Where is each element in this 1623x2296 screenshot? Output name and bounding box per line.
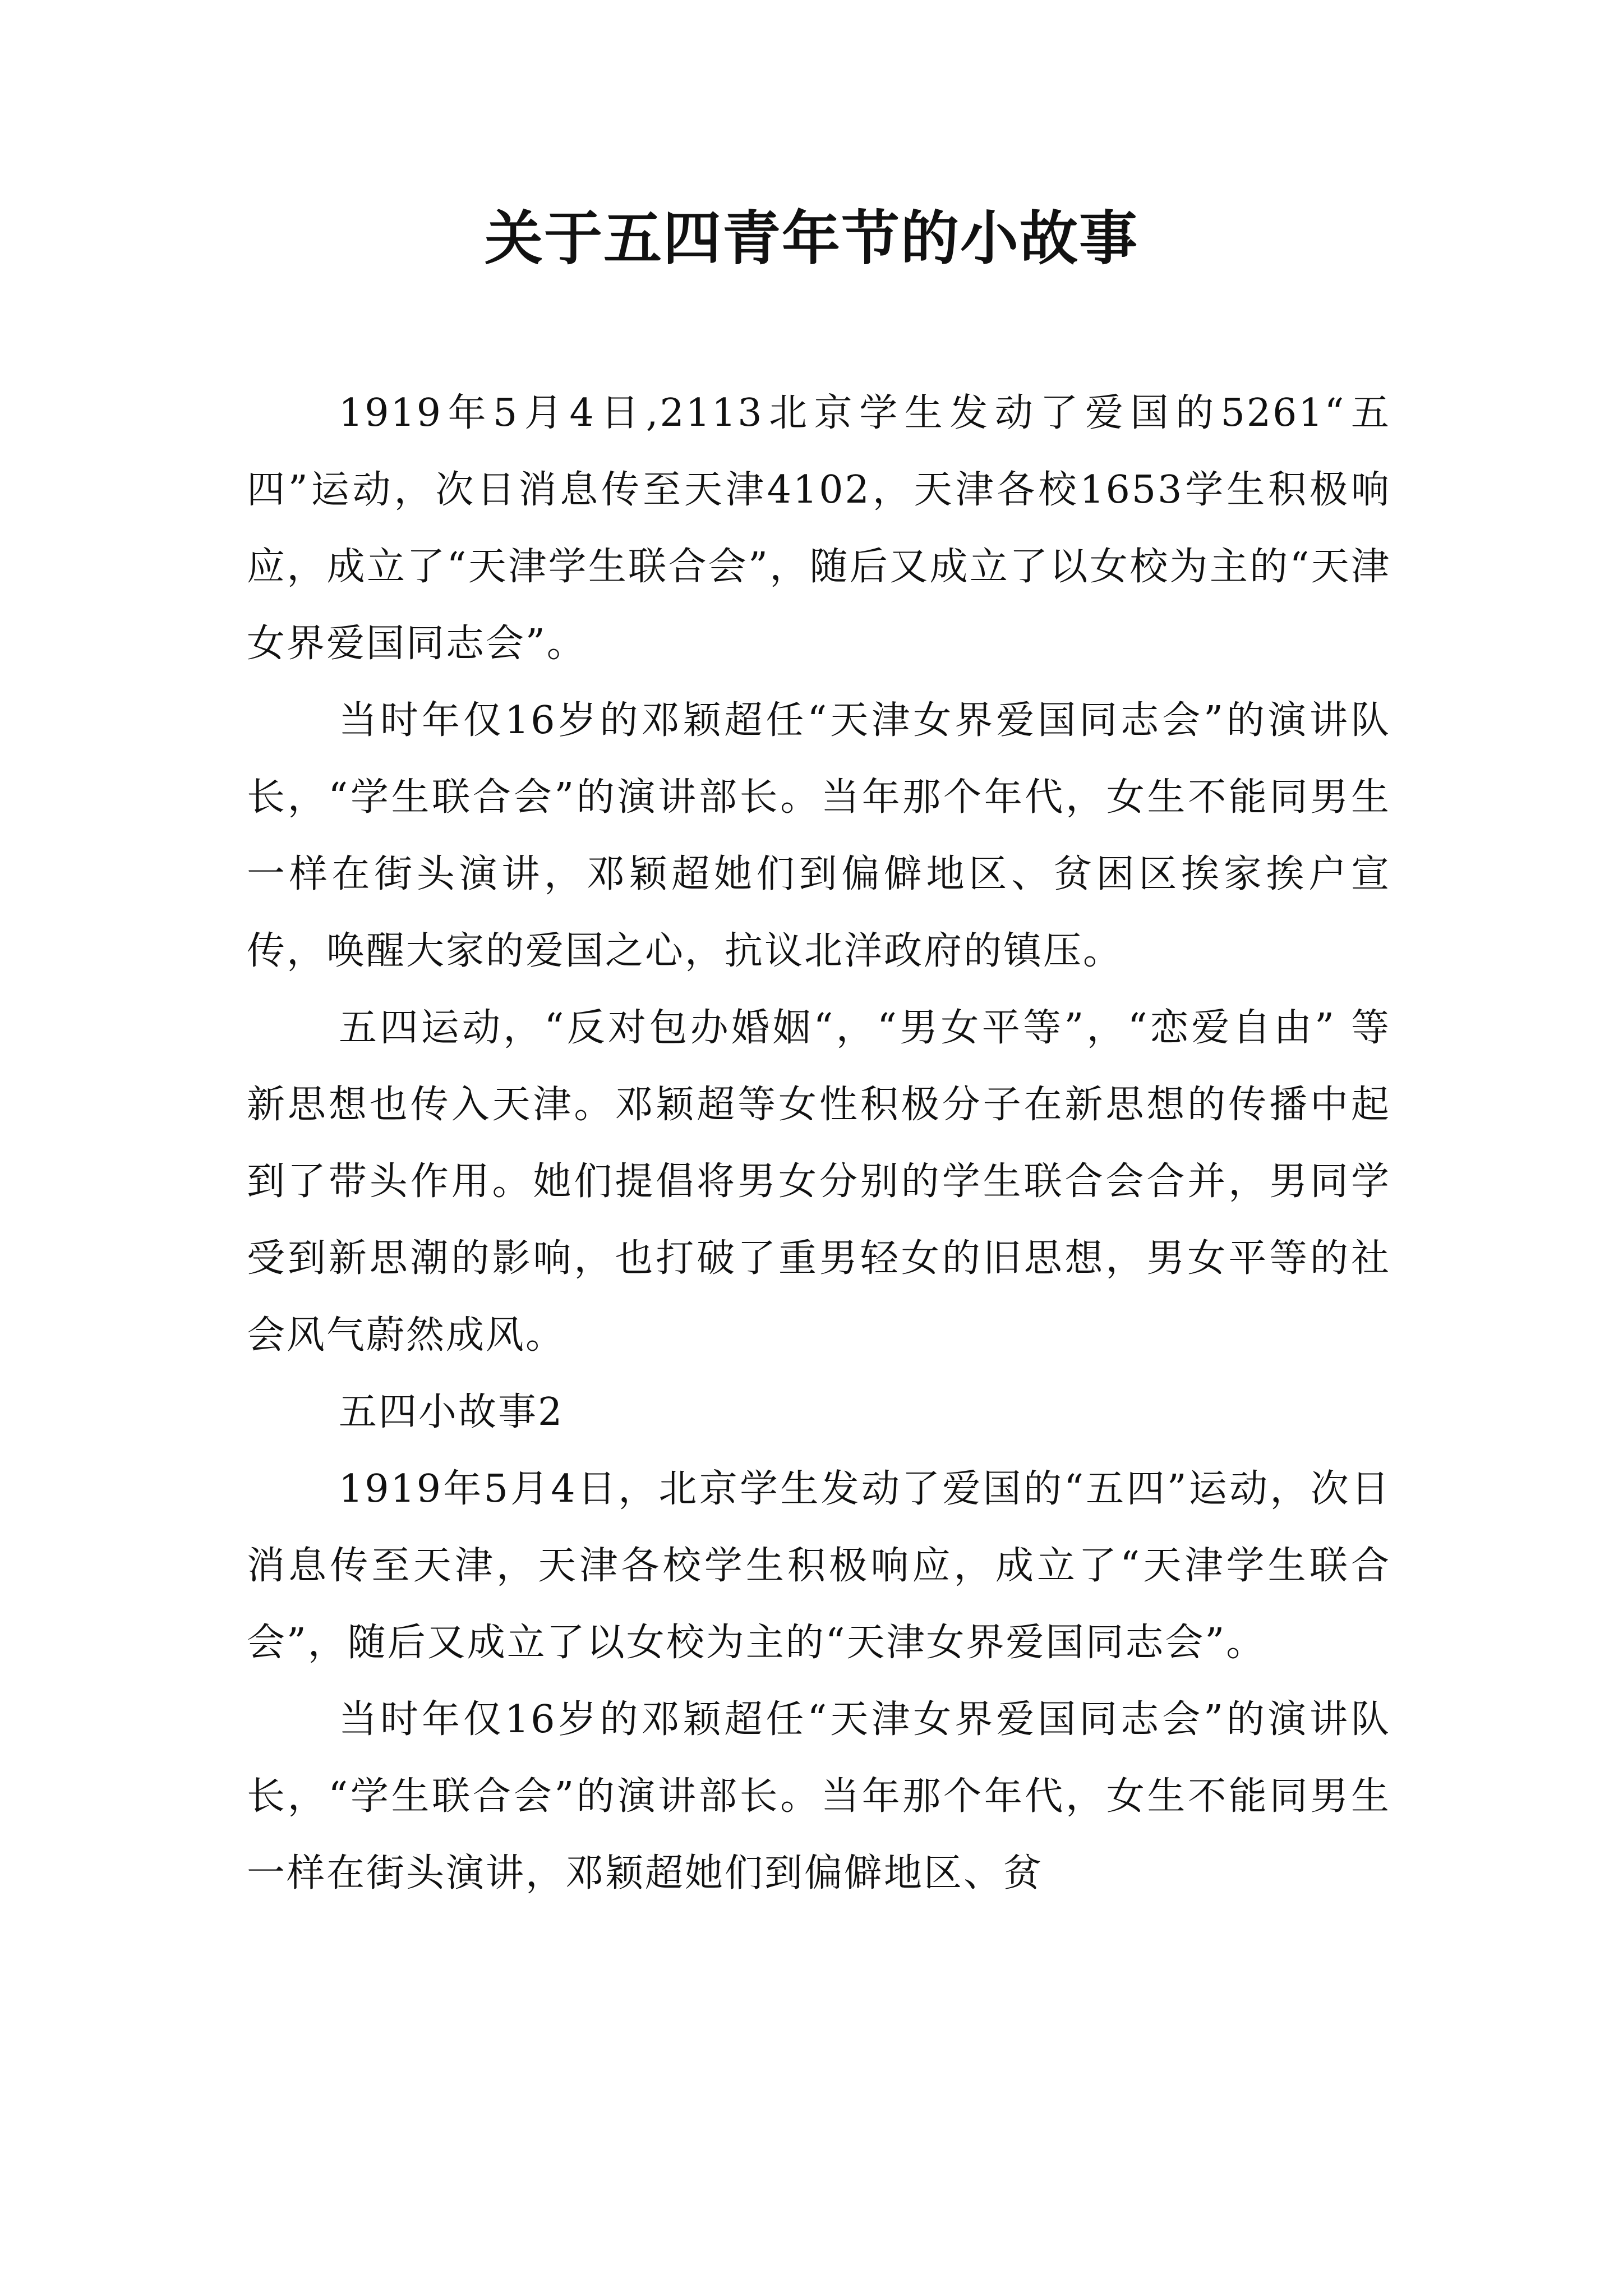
paragraph-4: 1919年5月4日，北京学生发动了爱国的“五四”运动，次日消息传至天津，天津各校学生积极响应，成立了“天津学生联合会”，随后又成立了以女校为主的“天津女界爱国同志会”。 — [247, 1467, 1391, 1665]
paragraph-5: 当时年仅16岁的邓颖超任“天津女界爱国同志会”的演讲队长，“学生联合会”的演讲部长。当年那个年代，女生不能同男生一样在街头演讲，邓颖超她们到偏僻地区、贫 — [247, 1697, 1391, 1895]
document-title: 关于五四青年节的小故事 — [484, 204, 1138, 273]
paragraph-3: 五四运动，“反对包办婚姻“，“男女平等”，“恋爱自由” 等新思想也传入天津。邓颖超等女性积极分子在新思想的传播中起到了带头作用。她们提倡将男女分别的学生联合会合并，男同学受到新思潮的影响，也打破了重男轻女的旧思想，男女平等的社会风气蔚然成风。 — [247, 1006, 1391, 1358]
paragraph-2: 当时年仅16岁的邓颖超任“天津女界爱国同志会”的演讲队长，“学生联合会”的演讲部长。当年那个年代，女生不能同男生一样在街头演讲，邓颖超她们到偏僻地区、贫困区挨家挨户宣传，唤醒大家的爱国之心，抗议北洋政府的镇压。 — [247, 698, 1391, 973]
paragraph-1: 1919年5月4日,2113北京学生发动了爱国的5261“五四”运动，次日消息传至天津4102，天津各校1653学生积极响应，成立了“天津学生联合会”，随后又成立了以女校为主的“天津女界爱国同志会”。 — [247, 391, 1391, 666]
document-body — [247, 375, 1391, 1912]
section-heading-story-2: 五四小故事2 — [339, 1390, 564, 1434]
